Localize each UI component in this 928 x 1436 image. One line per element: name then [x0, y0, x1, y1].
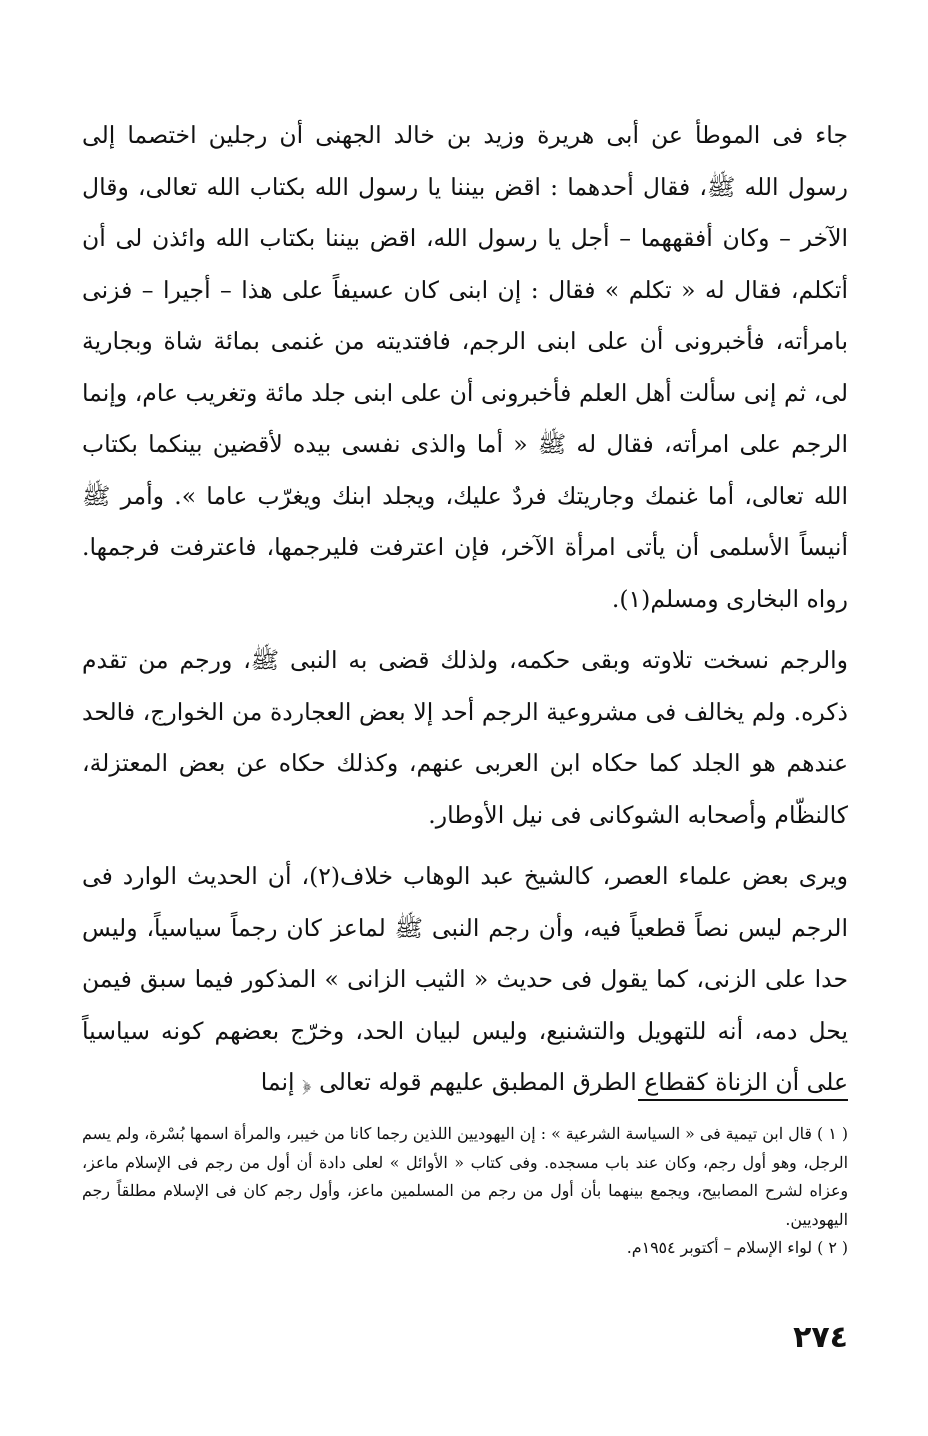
- paragraph-modern-opinion: ويرى بعض علماء العصر، كالشيخ عبد الوهاب خلاف(٢)، أن الحديث الوارد فى الرجم ليس نصاً قطعياً فيه، وأن رجم النبى ﷺ لماعز كان رجماً سياسياً، وليس حدا على الزنى، كما يقول فى حديث « الثيب الزانى » المذكور فيما سبق فيمن يحل دمه، أنه للتهويل والتشنيع، وليس لبيان الحد، وخرّج بعضهم كونه سياسياً على أن الزناة كقطاع الطرق المطبق عليهم قوله تعالى ﴿ إنما: [82, 862, 848, 1096]
- main-text: [82, 110, 848, 1109]
- paragraph-rajm-ruling: والرجم نسخت تلاوته وبقى حكمه، ولذلك قضى به النبى ﷺ، ورجم من تقدم ذكره. ولم يخالف فى مشروعية الرجم أحد إلا بعض العجاردة من الخوارج، فالحد عندهم هو الجلد كما حكاه ابن العربى عنهم، وكذلك حكاه عن بعض المعتزلة، كالنظّام وأصحابه الشوكانى فى نيل الأوطار.: [82, 646, 848, 829]
- footnote-separator: [638, 1099, 848, 1101]
- footnote-1: ( ١ ) قال ابن تيمية فى « السياسة الشرعية » : إن اليهوديين اللذين رجما كانا من خيبر، والمرأة اسمها بُسْرة، ولم يسم الرجل، وهو أول رجم، وكان عند باب مسجده. وفى كتاب « الأوائل » لعلى دادة أن أول من رجم فى الإسلام ماعز، وعزاه لشرح المصابيح، ويجمع بينهما بأن أول من رجم من المسلمين ماعز، وأول رجم كان فى الإسلام مطلقاً رجم اليهوديين.: [82, 1124, 848, 1229]
- footnotes: [82, 1120, 848, 1263]
- paragraph-hadith: جاء فى الموطأ عن أبى هريرة وزيد بن خالد الجهنى أن رجلين اختصما إلى رسول الله ﷺ، فقال أحدهما : اقض بيننا يا رسول الله بكتاب الله تعالى، وقال الآخر – وكان أفقههما – أجل يا رسول الله، اقض بيننا بكتاب الله وائذن لى أن أتكلم، فقال له « تكلم » فقال : إن ابنى كان عسيفاً على هذا – أجيرا – فزنى بامرأته، فأخبرونى أن على ابنى الرجم، فافتديته من غنمى بمائة شاة وبجارية لى، ثم إنى سألت أهل العلم فأخبرونى أن على ابنى جلد مائة وتغريب عام، وإنما الرجم على امرأته، فقال له ﷺ « أما والذى نفسى بيده لأقضين بينكما بكتاب الله تعالى، أما غنمك وجاريتك فردٌ عليك، ويجلد ابنك ويغرّب عاما ». وأمر ﷺ أنيساً الأسلمى أن يأتى امرأة الآخر، فإن اعترفت فليرجمها، فاعترفت فرجمها. رواه البخارى ومسلم(١).: [82, 121, 848, 613]
- footnote-2: ( ٢ ) لواء الإسلام – أكتوبر ١٩٥٤م.: [626, 1238, 848, 1257]
- page-number: ٢٧٤: [793, 1320, 848, 1355]
